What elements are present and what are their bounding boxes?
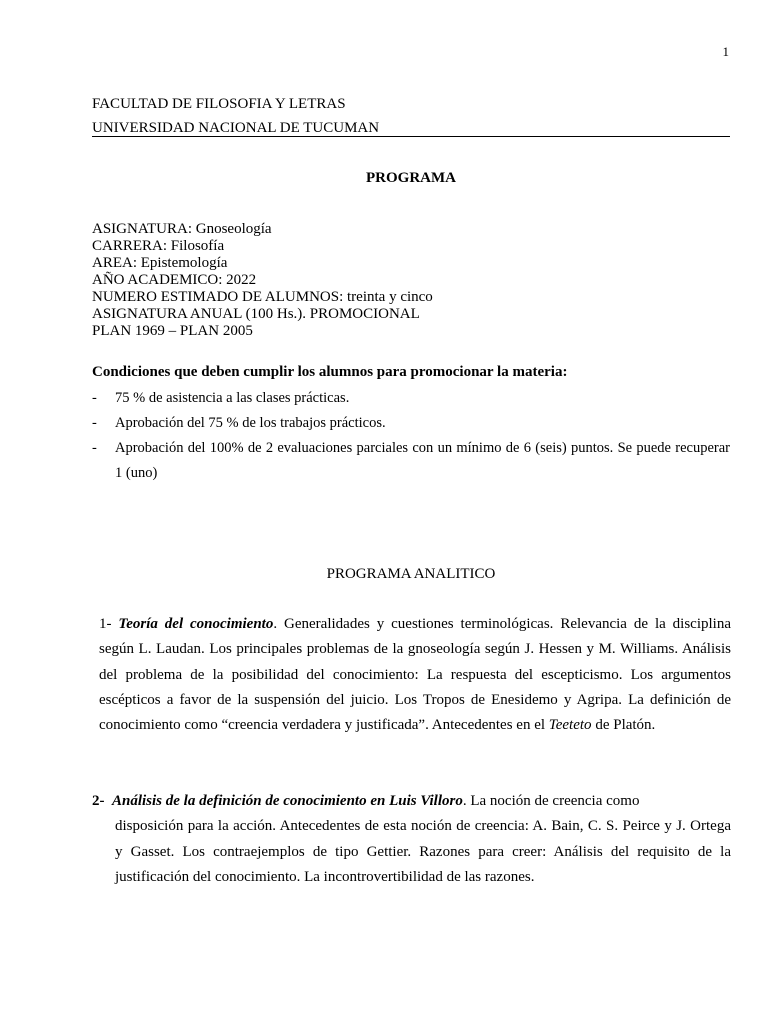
italic-reference: Teeteto bbox=[548, 717, 592, 734]
course-info bbox=[92, 221, 433, 340]
unit-1-paragraph bbox=[99, 612, 731, 738]
condition-text: Aprobación del 100% de 2 evaluaciones parciales con un mínimo de 6 (seis) puntos. Se puede recuperar 1 (uno) bbox=[115, 440, 730, 481]
info-line-year: AÑO ACADEMICO: 2022 bbox=[92, 272, 257, 288]
list-dash: - bbox=[92, 390, 97, 406]
faculty-name: FACULTAD DE FILOSOFIA Y LETRAS bbox=[92, 96, 346, 112]
condition-text: 75 % de asistencia a las clases prácticas. bbox=[115, 390, 350, 406]
conditions-heading: Condiciones que deben cumplir los alumnos para promocionar la materia: bbox=[92, 364, 568, 380]
document-title: PROGRAMA bbox=[366, 170, 456, 186]
unit-heading: Teoría del conocimiento bbox=[118, 616, 274, 632]
list-item bbox=[92, 386, 730, 411]
list-item bbox=[92, 411, 730, 436]
list-item bbox=[92, 436, 730, 486]
document-header bbox=[92, 92, 730, 140]
unit-number: 2- bbox=[92, 793, 105, 809]
list-dash: - bbox=[92, 440, 97, 456]
unit-text: . Generalidades y cuestiones terminológicas. Relevancia de la disciplina según L. Laudan. Los principales problemas de la gnoseología según J. Hessen y M. Williams. Análisis del problema de la posibilidad del conocimiento: La respuesta del escepticismo. Los argumentos escépticos a favor de la suspensión del juicio. Los Tropos de Enesidemo y Agripa. La definición de conocimiento como “creencia verdadera y justificada”. Antecedentes en el bbox=[99, 616, 732, 734]
university-name: UNIVERSIDAD NACIONAL DE TUCUMAN bbox=[92, 120, 380, 136]
info-line-career: CARRERA: Filosofía bbox=[92, 238, 225, 254]
list-dash: - bbox=[92, 415, 97, 431]
info-line-area: AREA: Epistemología bbox=[92, 255, 228, 271]
condition-text: Aprobación del 75 % de los trabajos prácticos. bbox=[115, 415, 386, 431]
info-line-students: NUMERO ESTIMADO DE ALUMNOS: treinta y cinco bbox=[92, 289, 433, 305]
unit-text: . La noción de creencia como bbox=[462, 793, 640, 809]
page-number: 1 bbox=[722, 44, 729, 59]
unit-number: 1- bbox=[99, 616, 112, 632]
info-line-hours: ASIGNATURA ANUAL (100 Hs.). PROMOCIONAL bbox=[92, 306, 420, 322]
unit-heading: Análisis de la definición de conocimiento en Luis Villoro bbox=[112, 793, 463, 809]
unit-text-continued: disposición para la acción. Antecedentes de esta noción de creencia: A. Bain, C. S. Peirce y J. Ortega y Gasset. Los contraejemplos de tipo Gettier. Razones para creer: Análisis del requisito de la justificación del conocimiento. La incontrovertibilidad de las razones. bbox=[115, 818, 731, 885]
header-divider bbox=[92, 136, 730, 137]
unit-first-line bbox=[92, 789, 731, 814]
unit-2-paragraph bbox=[92, 789, 731, 890]
analytic-program-title: PROGRAMA ANALITICO bbox=[326, 566, 496, 582]
conditions-list bbox=[92, 386, 730, 486]
info-line-subject: ASIGNATURA: Gnoseología bbox=[92, 221, 272, 237]
info-line-plan: PLAN 1969 – PLAN 2005 bbox=[92, 323, 253, 339]
unit-text-end: de Platón. bbox=[591, 717, 656, 734]
